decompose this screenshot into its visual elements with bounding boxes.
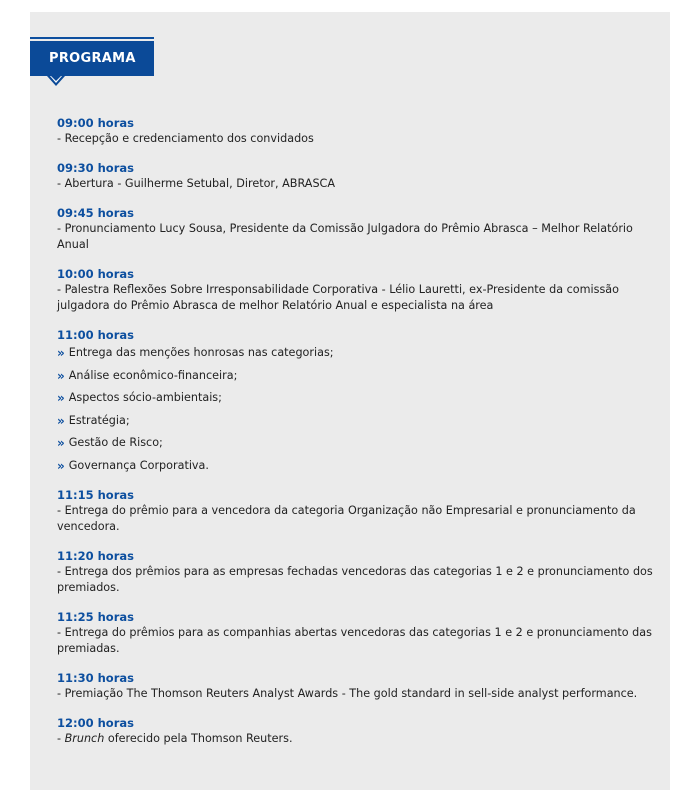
program-panel [30,12,670,790]
schedule-desc: - Entrega dos prêmios para as empresas fechadas vencedoras das categorias 1 e 2 e pronunciamento dos premiados. [57,564,653,594]
list-item [57,390,657,406]
schedule-item [57,670,657,702]
brunch-label: Brunch [64,731,105,745]
list-item-label: Análise econômico-financeira; [68,368,238,382]
list-item-label: Estratégia; [68,413,130,427]
schedule-desc: - Recepção e credenciamento dos convidados [57,132,314,145]
chevron-double-right-icon: » [57,346,65,360]
chevron-double-right-icon: » [57,436,65,450]
chevron-double-right-icon: » [57,458,65,473]
schedule-item [57,327,657,474]
chevron-double-right-icon: » [57,368,65,383]
schedule-list [57,115,657,760]
list-item-label: Aspectos sócio-ambientais; [68,391,222,404]
schedule-time: 09:00 horas [57,116,134,130]
award-categories-list [57,345,657,474]
schedule-item [57,487,657,535]
schedule-item [57,548,657,596]
schedule-time: 09:30 horas [57,161,134,175]
schedule-item [57,609,657,657]
schedule-time: 11:00 horas [57,328,134,342]
schedule-desc: - Pronunciamento Lucy Sousa, Presidente da Comissão Julgadora do Prêmio Abrasca – Melhor Relatório Anual [57,222,633,251]
schedule-item [57,115,657,147]
schedule-desc: - Palestra Reflexões Sobre Irresponsabilidade Corporativa - Lélio Lauretti, ex-Presidente da comissão julgadora do Prêmio Abrasca de melhor Relatório Anual e especialista na área [57,283,619,312]
schedule-item [57,266,657,314]
list-item-label: Governança Corporativa. [68,458,209,472]
schedule-desc: - Entrega do prêmio para a vencedora da categoria Organização não Empresarial e pronunciamento da vencedora. [57,503,636,533]
schedule-time: 11:20 horas [57,548,134,563]
schedule-item [57,715,657,747]
list-item [57,368,657,384]
chevron-double-right-icon: » [57,413,65,428]
list-item [57,345,657,361]
desc-prefix: - [57,731,65,745]
schedule-time: 11:30 horas [57,670,134,685]
schedule-time: 12:00 horas [57,715,134,730]
schedule-desc: - Premiação The Thomson Reuters Analyst Awards - The gold standard in sell-side analyst performance. [57,686,638,700]
header-rule [30,37,154,39]
list-item-label: Entrega das menções honrosas nas categorias; [68,346,334,359]
schedule-time: 11:15 horas [57,487,134,502]
schedule-time: 09:45 horas [57,206,134,220]
schedule-time: 11:25 horas [57,609,134,624]
schedule-desc: - Entrega do prêmios para as companhias abertas vencedoras das categorias 1 e 2 e pronunciamento das premiadas. [57,625,652,655]
schedule-item [57,205,657,253]
tab-pointer-core [51,76,61,81]
section-title: PROGRAMA [30,41,154,76]
list-item [57,458,657,474]
list-item [57,413,657,429]
list-item [57,435,657,451]
schedule-desc: - Abertura - Guilherme Setubal, Diretor, ABRASCA [57,177,336,190]
chevron-double-right-icon: » [57,391,65,405]
list-item-label: Gestão de Risco; [68,436,163,449]
schedule-desc [57,731,657,747]
schedule-item [57,160,657,192]
desc-suffix: oferecido pela Thomson Reuters. [104,731,293,745]
schedule-time: 10:00 horas [57,267,134,281]
